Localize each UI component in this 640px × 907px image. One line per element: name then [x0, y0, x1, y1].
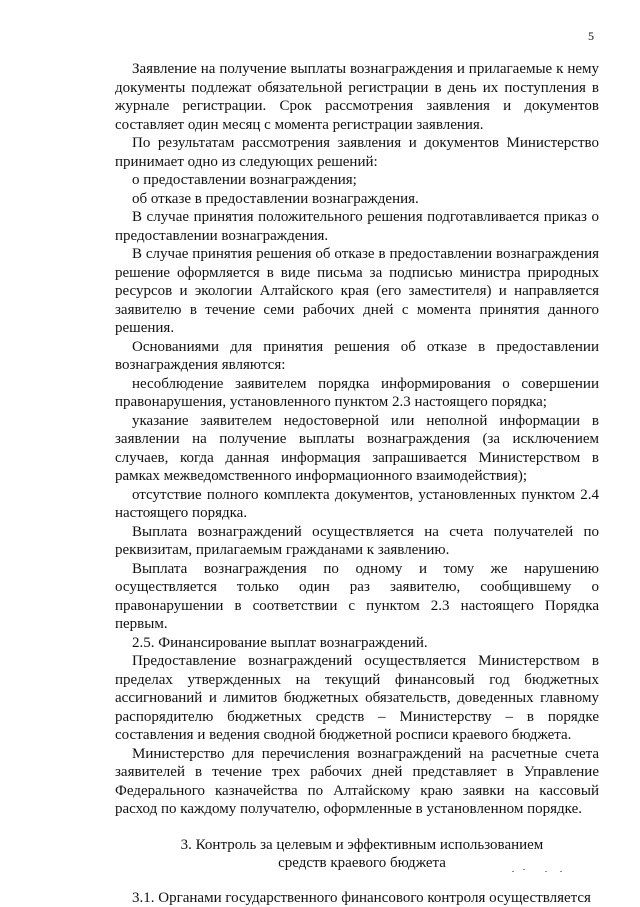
- refusal-ground-informing-order: несоблюдение заявителем порядка информирования о совершении правонарушения, установленного пунктом 2.3 настоящего порядка;: [115, 375, 599, 412]
- refusal-ground-incomplete-documents: отсутствие полного комплекта документов, установленных пунктом 2.4 настоящего порядка.: [115, 486, 599, 523]
- section-heading-3: [115, 836, 599, 873]
- paragraph-treasury-requests: Министерство для перечисления вознаграждений на расчетные счета заявителей в течение трех рабочих дней представляет в Управление Федерального казначейства по Алтайскому краю заявки на кассовый расход по каждому получателю, оформленные в установленном порядке.: [115, 745, 599, 819]
- paragraph-refusal-decision: В случае принятия решения об отказе в предоставлении вознаграждения решение оформляется в виде письма за подписью министра природных ресурсов и экологии Алтайского края (его заместителя) и направляется заявителю в течение семи рабочих дней с момента принятия данного решения.: [115, 245, 599, 338]
- section-heading-line-1: 3. Контроль за целевым и эффективным использованием: [181, 837, 544, 853]
- paragraph-single-payment: Выплата вознаграждения по одному и тому же нарушению осуществляется только один раз заявителю, сообщившему о правонарушении в соответствии с пунктом 2.3 настоящего Порядка первым.: [115, 560, 599, 634]
- section-heading-line-2: средств краевого бюджета: [278, 855, 446, 871]
- decision-option-refusal: об отказе в предоставлении вознаграждения.: [115, 190, 599, 209]
- paragraph-refusal-grounds: Основаниями для принятия решения об отказе в предоставлении вознаграждения являются:: [115, 338, 599, 375]
- paragraph-financial-control: 3.1. Органами государственного финансового контроля осуществляется: [115, 889, 599, 907]
- document-body: [115, 60, 599, 907]
- paragraph-application-registration: Заявление на получение выплаты вознаграждения и прилагаемые к нему документы подлежат обязательной регистрации в день их поступления в журнале регистрации. Срок рассмотрения заявления и документов составляет один месяц с момента регистрации заявления.: [115, 60, 599, 134]
- paragraph-budget-limits: Предоставление вознаграждений осуществляется Министерством в пределах утвержденных на текущий финансовый год бюджетных ассигнований и лимитов бюджетных обязательств, доведенных главному распорядителю бюджетных средств – Министерству – в порядке составления и ведения сводной бюджетной росписи краевого бюджета.: [115, 652, 599, 745]
- scan-artifact-marks: [500, 868, 580, 876]
- paragraph-review-results: По результатам рассмотрения заявления и документов Министерство принимает одно из следующих решений:: [115, 134, 599, 171]
- subsection-heading-financing: 2.5. Финансирование выплат вознаграждений.: [115, 634, 599, 653]
- paragraph-positive-decision: В случае принятия положительного решения подготавливается приказ о предоставлении вознаграждения.: [115, 208, 599, 245]
- refusal-ground-false-information: указание заявителем недостоверной или неполной информации в заявлении на получение выплаты вознаграждения (за исключением случаев, когда данная информация запрашивается Министерством в рамках межведомственного информационного взаимодействия);: [115, 412, 599, 486]
- decision-option-grant: о предоставлении вознаграждения;: [115, 171, 599, 190]
- paragraph-payment-accounts: Выплата вознаграждений осуществляется на счета получателей по реквизитам, прилагаемым гражданами к заявлению.: [115, 523, 599, 560]
- page-number: 5: [588, 29, 594, 43]
